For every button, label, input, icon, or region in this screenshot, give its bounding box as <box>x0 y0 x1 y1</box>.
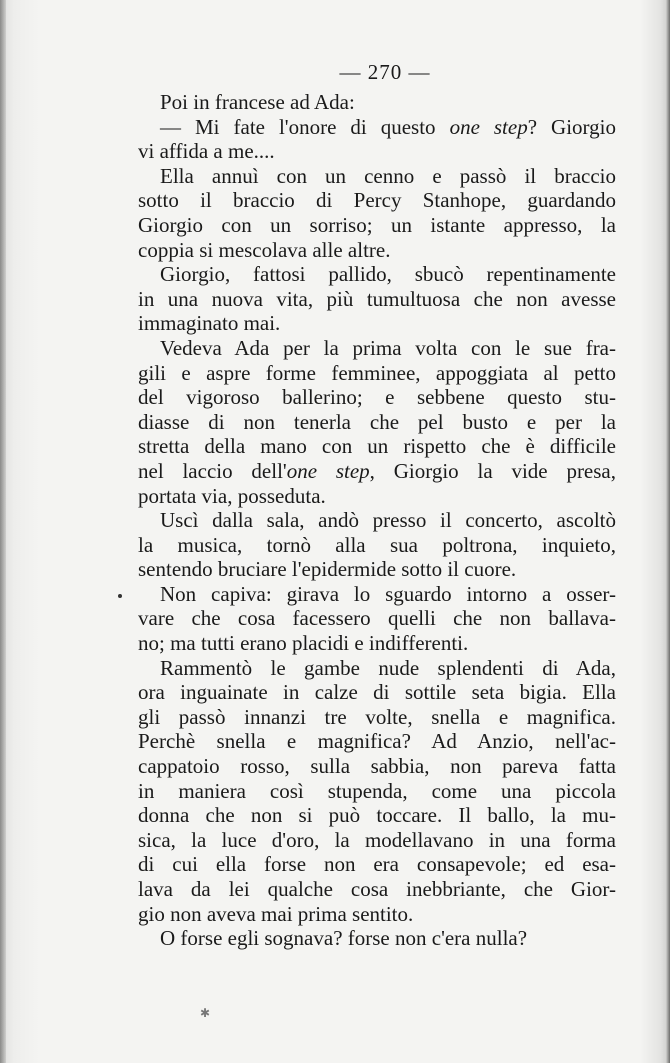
text-line: Vedeva Ada per la prima volta con le sue fra- <box>160 335 616 360</box>
print-mark: ✱ <box>200 1006 211 1020</box>
text-line: in una nuova vita, più tumultuosa che non avesse <box>138 286 616 311</box>
text-line: portata via, posseduta. <box>138 483 326 508</box>
text-line: gio non aveva mai prima sentito. <box>138 901 414 926</box>
text-line: diasse di non tenerla che pel busto e per la <box>138 409 616 434</box>
text-line: gli passò innanzi tre volte, snella e magnifica. <box>138 704 616 729</box>
text-line: Uscì dalla sala, andò presso il concerto, ascoltò <box>160 508 616 533</box>
text-line: del vigoroso ballerino; e sebbene questo stu- <box>138 385 616 410</box>
text-line: donna che non si può toccare. Il ballo, la mu- <box>138 803 616 828</box>
text-line: cappatoio rosso, sulla sabbia, non pareva fatta <box>138 754 616 779</box>
margin-dot <box>118 594 122 598</box>
text-line: vi affida a me.... <box>138 139 275 164</box>
body-text <box>138 90 616 951</box>
text-line: la musica, tornò alla sua poltrona, inquieto, <box>138 532 616 557</box>
text-line: sica, la luce d'oro, la modellavano in una forma <box>138 827 616 852</box>
text-line: Perchè snella e magnifica? Ad Anzio, nell'ac- <box>138 729 616 754</box>
text-line: O forse egli sognava? forse non c'era nulla? <box>160 926 528 951</box>
text-line: nel laccio dell'one step, Giorgio la vide presa, <box>138 458 616 483</box>
text-line: lava da lei qualche cosa inebbriante, che Gior- <box>138 877 616 901</box>
page-left-edge <box>0 0 6 1063</box>
text-line: sotto il braccio di Percy Stanhope, guardando <box>138 188 616 213</box>
text-line: di cui ella forse non era consapevole; ed esa- <box>138 852 616 877</box>
page-number: — 270 — <box>339 60 431 84</box>
text-line: Non capiva: girava lo sguardo intorno a osser- <box>160 581 616 606</box>
text-line: gili e aspre forme femminee, appoggiata al petto <box>138 360 616 385</box>
text-line: — Mi fate l'onore di questo one step? Giorgio <box>160 114 616 139</box>
text-line: sentendo bruciare l'epidermide sotto il cuore. <box>138 557 517 582</box>
text-line: Ella annuì con un cenno e passò il braccio <box>160 163 616 188</box>
text-line: ora inguainate in calze di sottile seta bigia. Ella <box>138 680 616 705</box>
page-right-edge <box>666 0 670 1063</box>
text-line: immaginato mai. <box>138 311 281 336</box>
text-line: stretta della mano con un rispetto che è difficile <box>138 434 616 459</box>
text-line: no; ma tutti erano placidi e indifferenti. <box>138 631 469 656</box>
text-line: Rammentò le gambe nude splendenti di Ada, <box>160 655 616 680</box>
text-line: in maniera così stupenda, come una piccola <box>138 778 616 803</box>
text-line: Poi in francese ad Ada: <box>160 90 355 114</box>
text-line: Giorgio, fattosi pallido, sbucò repentinamente <box>160 262 616 287</box>
text-line: Giorgio con un sorriso; un istante appresso, la <box>138 212 616 237</box>
text-line: vare che cosa facessero quelli che non ballava- <box>138 606 616 631</box>
text-line: coppia si mescolava alle altre. <box>138 237 391 262</box>
